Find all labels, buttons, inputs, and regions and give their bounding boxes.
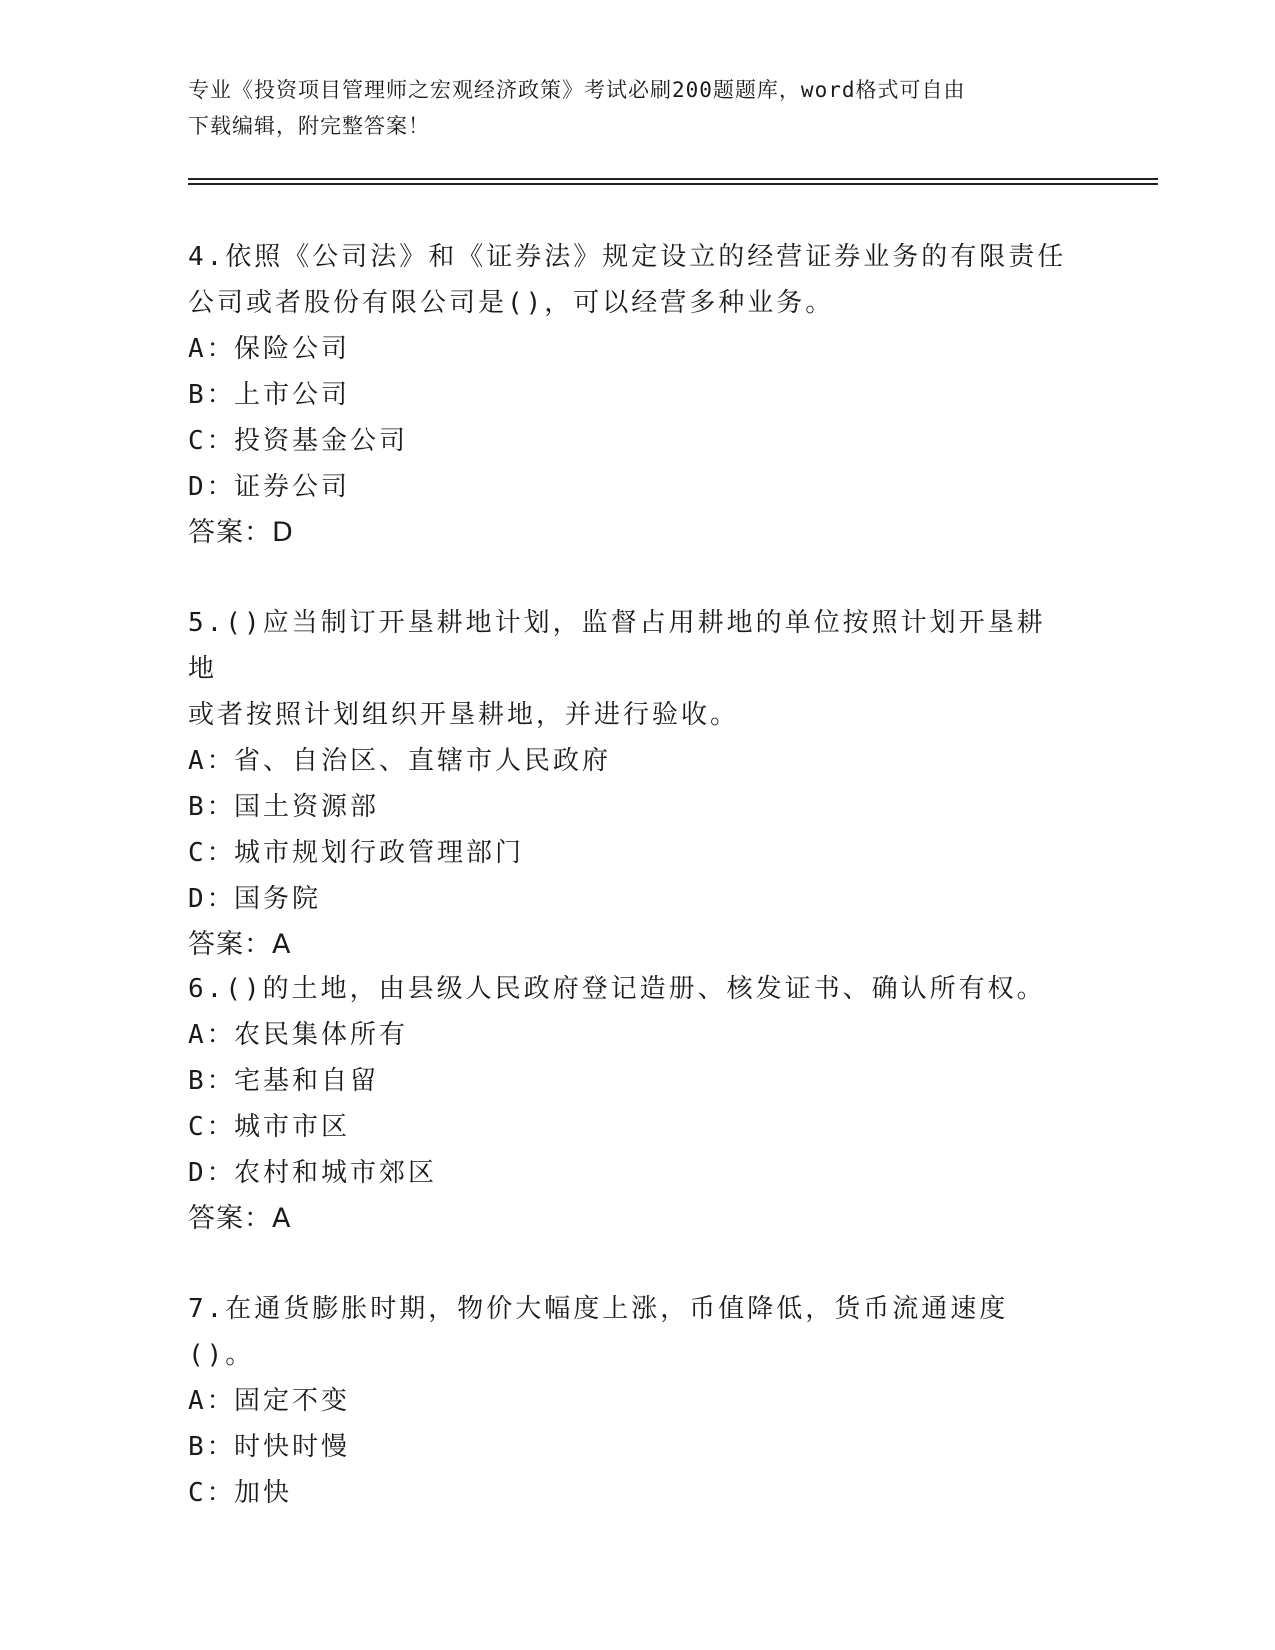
option-text: 国土资源部 xyxy=(234,792,380,822)
option-letter: D： xyxy=(188,884,236,914)
option-text: 证券公司 xyxy=(234,472,351,502)
option-a xyxy=(188,326,1068,372)
question-stem: 6.()的土地，由县级人民政府登记造册、核发证书、确认所有权。 xyxy=(188,974,1046,1004)
option-text: 保险公司 xyxy=(234,334,351,364)
question-stem: 4.依照《公司法》和《证券法》规定设立的经营证券业务的有限责任 xyxy=(188,242,1067,272)
question-stem: 5.()应当制订开垦耕地计划，监督占用耕地的单位按照计划开垦耕地 xyxy=(188,608,1046,684)
header-line-1: 专业《投资项目管理师之宏观经济政策》考试必刷200题题库，word格式可自由 xyxy=(188,78,966,102)
answer-line: 答案：D xyxy=(188,517,294,548)
option-letter: C： xyxy=(188,838,236,868)
option-letter: B： xyxy=(188,1432,236,1462)
option-text: 投资基金公司 xyxy=(234,426,409,456)
option-letter: A： xyxy=(188,746,236,776)
option-text: 固定不变 xyxy=(234,1386,351,1416)
option-letter: A： xyxy=(188,1020,236,1050)
option-c xyxy=(188,830,1068,876)
question-6 xyxy=(188,966,1068,1242)
question-7 xyxy=(188,1286,1068,1516)
option-letter: B： xyxy=(188,792,236,822)
answer-line: 答案：A xyxy=(188,1203,292,1234)
document-header xyxy=(188,72,1068,144)
option-text: 上市公司 xyxy=(234,380,351,410)
option-text: 省、自治区、直辖市人民政府 xyxy=(234,746,612,776)
option-c xyxy=(188,1470,1068,1516)
option-b xyxy=(188,372,1068,418)
option-a xyxy=(188,1378,1068,1424)
option-text: 农村和城市郊区 xyxy=(234,1158,438,1188)
option-text: 宅基和自留 xyxy=(234,1066,380,1096)
option-letter: B： xyxy=(188,1066,236,1096)
option-text: 国务院 xyxy=(234,884,322,914)
question-stem: 7.在通货膨胀时期，物价大幅度上涨，币值降低，货币流通速度()。 xyxy=(188,1294,1009,1370)
option-letter: C： xyxy=(188,1478,236,1508)
option-b xyxy=(188,784,1068,830)
option-d xyxy=(188,464,1068,510)
option-letter: C： xyxy=(188,426,236,456)
question-stem-continued: 或者按照计划组织开垦耕地，并进行验收。 xyxy=(188,700,740,730)
question-stem-continued: 公司或者股份有限公司是()，可以经营多种业务。 xyxy=(188,288,835,318)
option-letter: A： xyxy=(188,1386,236,1416)
question-5 xyxy=(188,600,1068,968)
option-letter: D： xyxy=(188,472,236,502)
option-a xyxy=(188,738,1068,784)
option-letter: A： xyxy=(188,334,236,364)
option-b xyxy=(188,1058,1068,1104)
option-d xyxy=(188,876,1068,922)
option-text: 时快时慢 xyxy=(234,1432,351,1462)
option-c xyxy=(188,1104,1068,1150)
option-text: 城市规划行政管理部门 xyxy=(234,838,525,868)
option-text: 农民集体所有 xyxy=(234,1020,409,1050)
header-divider-top xyxy=(188,178,1158,180)
option-letter: B： xyxy=(188,380,236,410)
header-line-2: 下载编辑，附完整答案！ xyxy=(188,114,430,138)
option-text: 城市市区 xyxy=(234,1112,351,1142)
option-b xyxy=(188,1424,1068,1470)
option-letter: C： xyxy=(188,1112,236,1142)
header-divider-bottom xyxy=(188,183,1158,185)
answer-line: 答案：A xyxy=(188,929,292,960)
option-c xyxy=(188,418,1068,464)
option-text: 加快 xyxy=(234,1478,293,1508)
option-letter: D： xyxy=(188,1158,236,1188)
question-4 xyxy=(188,234,1068,556)
option-a xyxy=(188,1012,1068,1058)
option-d xyxy=(188,1150,1068,1196)
